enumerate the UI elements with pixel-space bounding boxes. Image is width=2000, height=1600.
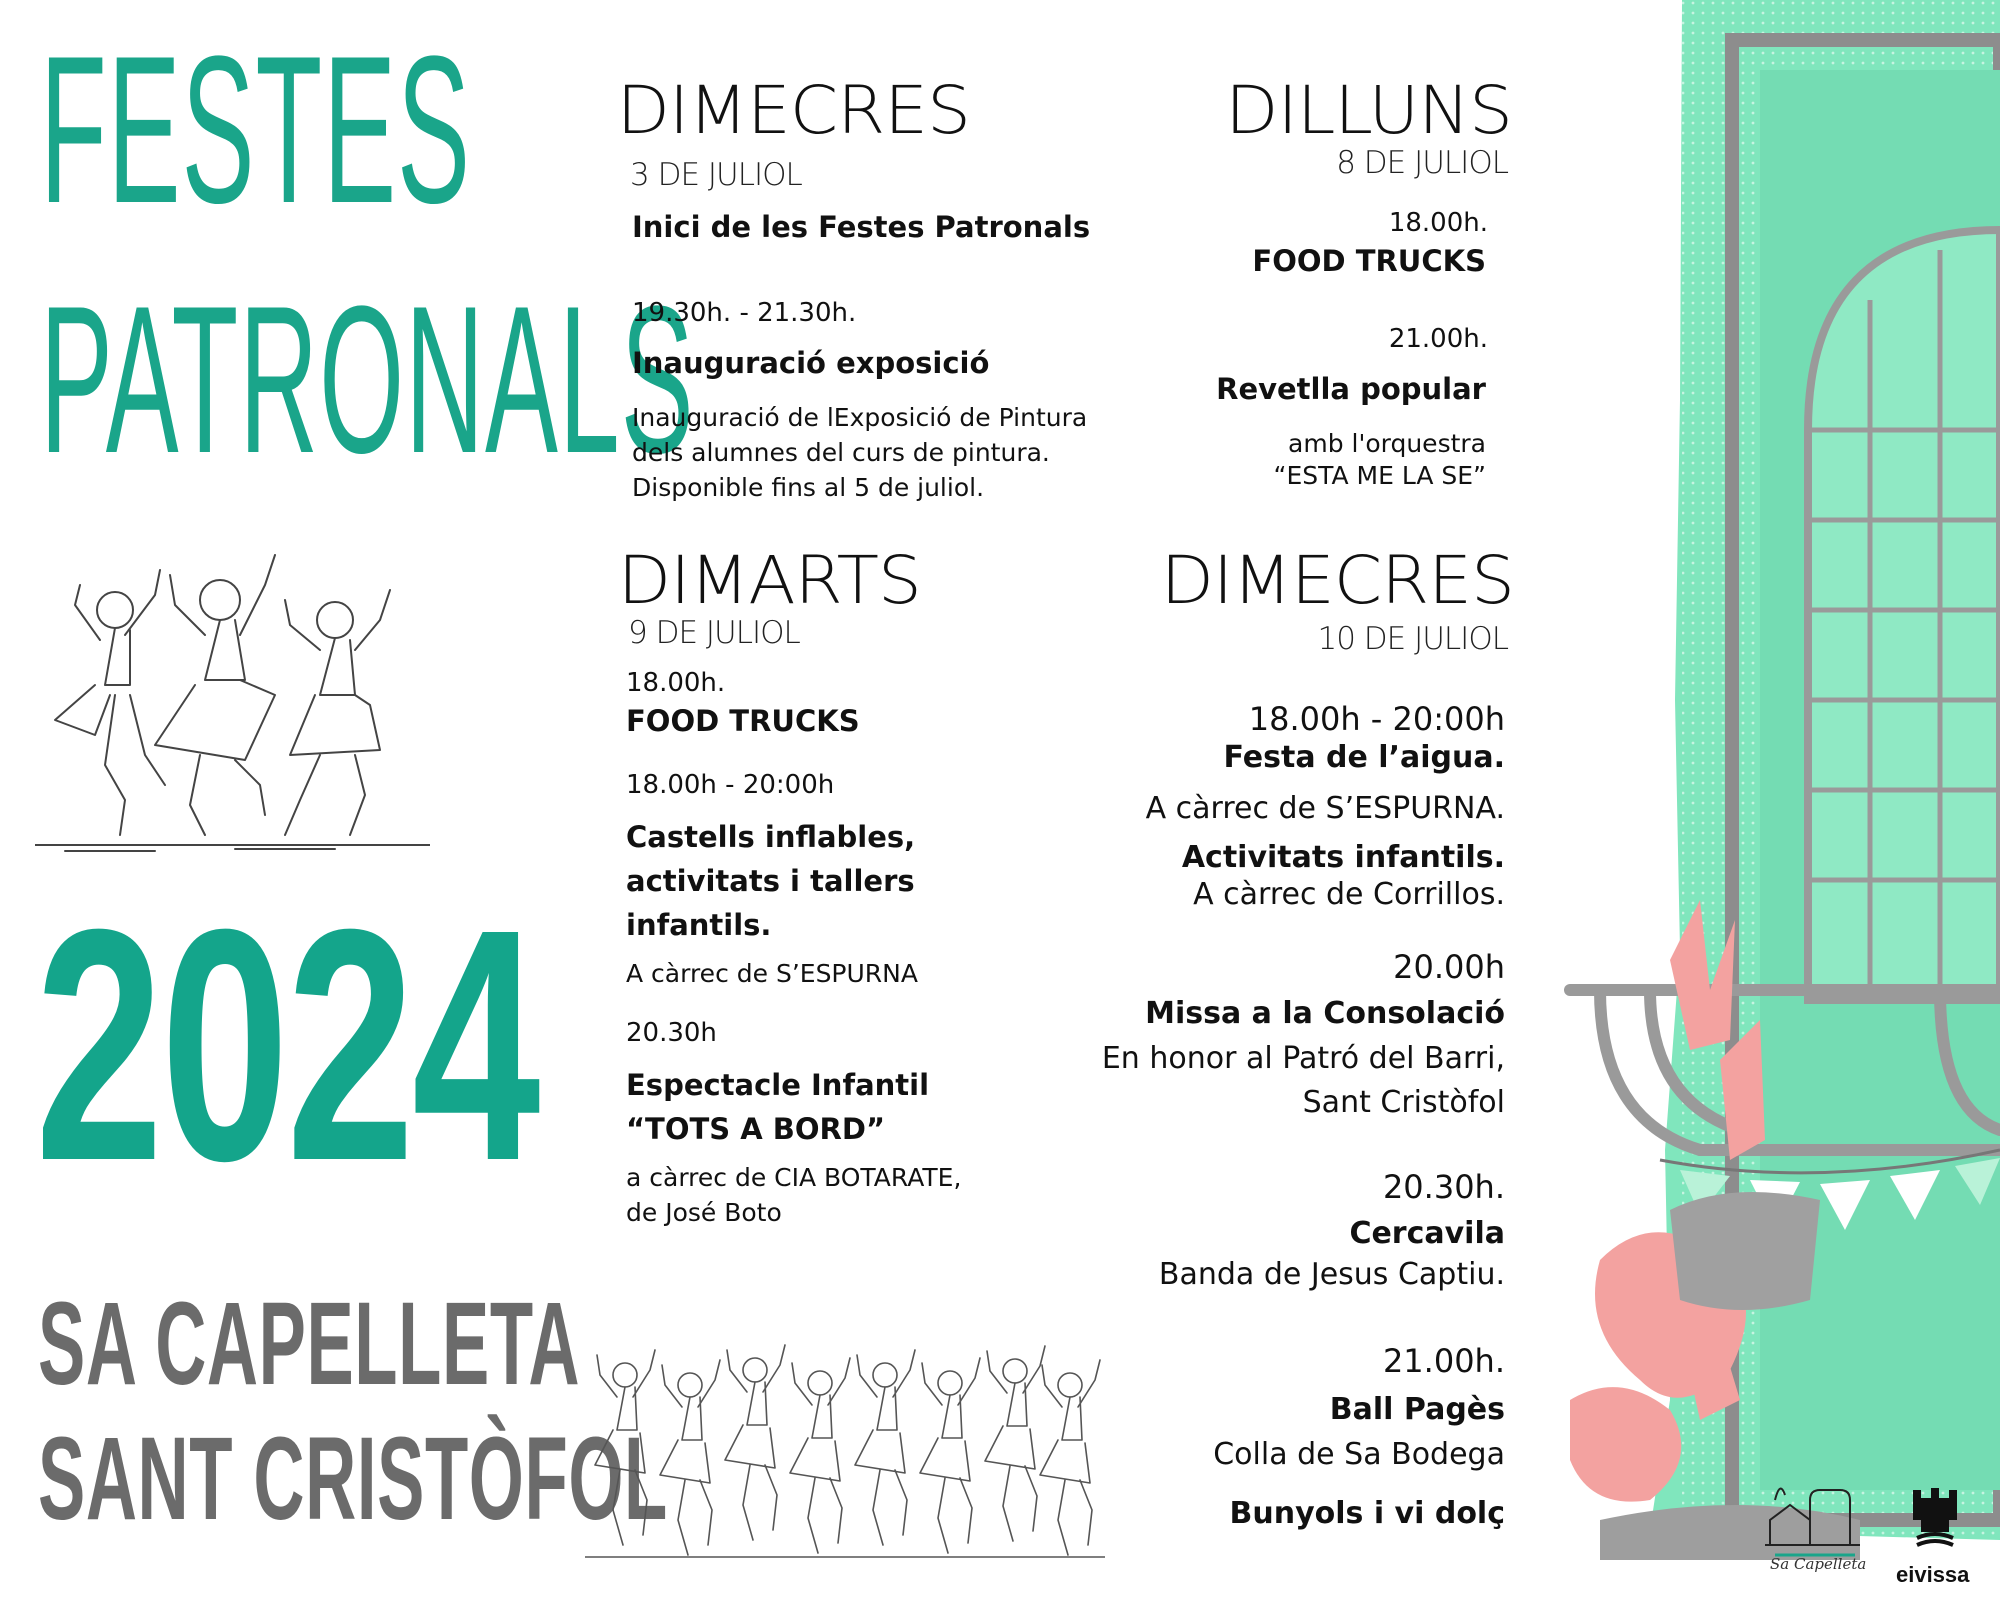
mon8-time2: 21.00h. xyxy=(1388,324,1488,354)
balcony-illustration-icon xyxy=(1560,0,2000,1600)
day-wed3: DIMECRES xyxy=(616,72,970,149)
sa-capelleta-logo-text: Sa Capelleta xyxy=(1770,1555,1867,1573)
wed10-time4: 20.30h. xyxy=(1382,1168,1505,1206)
wed10-desc5: Colla de Sa Bodega xyxy=(1213,1437,1505,1472)
tue9-desc3-l1: a càrrec de CIA BOTARATE, xyxy=(626,1163,962,1192)
wed3-desc-3: Disponible fins al 5 de juliol. xyxy=(632,473,985,502)
day-tue9: DIMARTS xyxy=(617,542,921,619)
tue9-event1: FOOD TRUCKS xyxy=(626,704,860,738)
mon8-desc1: amb l'orquestra xyxy=(1288,429,1486,458)
wed3-desc-2: dels alumnes del curs de pintura. xyxy=(632,438,1050,467)
title-patronals: PATRONALS xyxy=(40,262,695,497)
tue9-event2-l3: infantils. xyxy=(626,908,772,942)
wed10-event5: Ball Pagès xyxy=(1329,1392,1505,1427)
wed3-event: Inauguració exposició xyxy=(632,346,990,380)
wed10-event4: Cercavila xyxy=(1349,1216,1505,1251)
day-mon8: DILLUNS xyxy=(1225,72,1512,149)
date-mon8: 8 DE JULIOL xyxy=(1336,145,1508,181)
wed3-desc-1: Inauguració de lExposició de Pintura xyxy=(632,403,1088,432)
wed3-headline: Inici de les Festes Patronals xyxy=(632,210,1091,244)
title-year: 2024 xyxy=(35,860,538,1229)
wed10-desc1: A càrrec de S’ESPURNA. xyxy=(1145,791,1505,826)
wed10-desc4: Banda de Jesus Captiu. xyxy=(1158,1257,1505,1292)
tue9-event3-l1: Espectacle Infantil xyxy=(626,1068,930,1102)
wed10-desc2: A càrrec de Corrillos. xyxy=(1193,877,1505,912)
place-sant-cristofol: SANT CRISTÒFOL xyxy=(38,1413,668,1545)
mon8-event1: FOOD TRUCKS xyxy=(1252,244,1486,278)
tue9-desc2: A càrrec de S’ESPURNA xyxy=(626,959,918,988)
date-wed3: 3 DE JULIOL xyxy=(630,157,802,193)
wed10-desc3-l1: En honor al Patró del Barri, xyxy=(1101,1041,1505,1076)
wed10-time3: 20.00h xyxy=(1393,948,1505,986)
dancers-illustration-icon xyxy=(35,545,430,860)
tue9-event2-l2: activitats i tallers xyxy=(626,864,915,898)
tue9-desc3-l2: de José Boto xyxy=(626,1198,782,1227)
dancers-group-illustration-icon xyxy=(585,1335,1105,1565)
tue9-time3: 20.30h xyxy=(626,1018,717,1048)
tue9-event3-l2: “TOTS A BORD” xyxy=(626,1112,886,1146)
tue9-event2-l1: Castells inflables, xyxy=(626,820,916,854)
wed10-time1: 18.00h - 20:00h xyxy=(1248,700,1505,738)
day-wed10: DIMECRES xyxy=(1160,542,1514,619)
date-tue9: 9 DE JULIOL xyxy=(628,615,800,651)
eivissa-logo-text: eivissa xyxy=(1896,1562,1970,1587)
mon8-time1: 18.00h. xyxy=(1388,208,1488,238)
place-sa-capelleta: SA CAPELLETA xyxy=(38,1278,581,1410)
wed10-event1: Festa de l’aigua. xyxy=(1223,740,1505,775)
wed10-event3: Missa a la Consolació xyxy=(1145,996,1505,1031)
wed10-time5: 21.00h. xyxy=(1382,1342,1505,1380)
date-wed10: 10 DE JULIOL xyxy=(1317,621,1508,657)
tue9-time1: 18.00h. xyxy=(626,668,726,698)
wed10-event6: Bunyols i vi dolç xyxy=(1229,1496,1505,1531)
eivissa-castle-logo-icon xyxy=(1905,1480,1965,1550)
title-festes: FESTES xyxy=(40,12,471,247)
mon8-desc2: “ESTA ME LA SE” xyxy=(1273,461,1486,490)
wed10-desc3-l2: Sant Cristòfol xyxy=(1302,1085,1505,1120)
tue9-time2: 18.00h - 20:00h xyxy=(626,770,835,800)
wed10-event2: Activitats infantils. xyxy=(1181,840,1505,875)
mon8-event2: Revetlla popular xyxy=(1216,372,1486,406)
wed3-time: 19.30h. - 21.30h. xyxy=(632,298,857,328)
